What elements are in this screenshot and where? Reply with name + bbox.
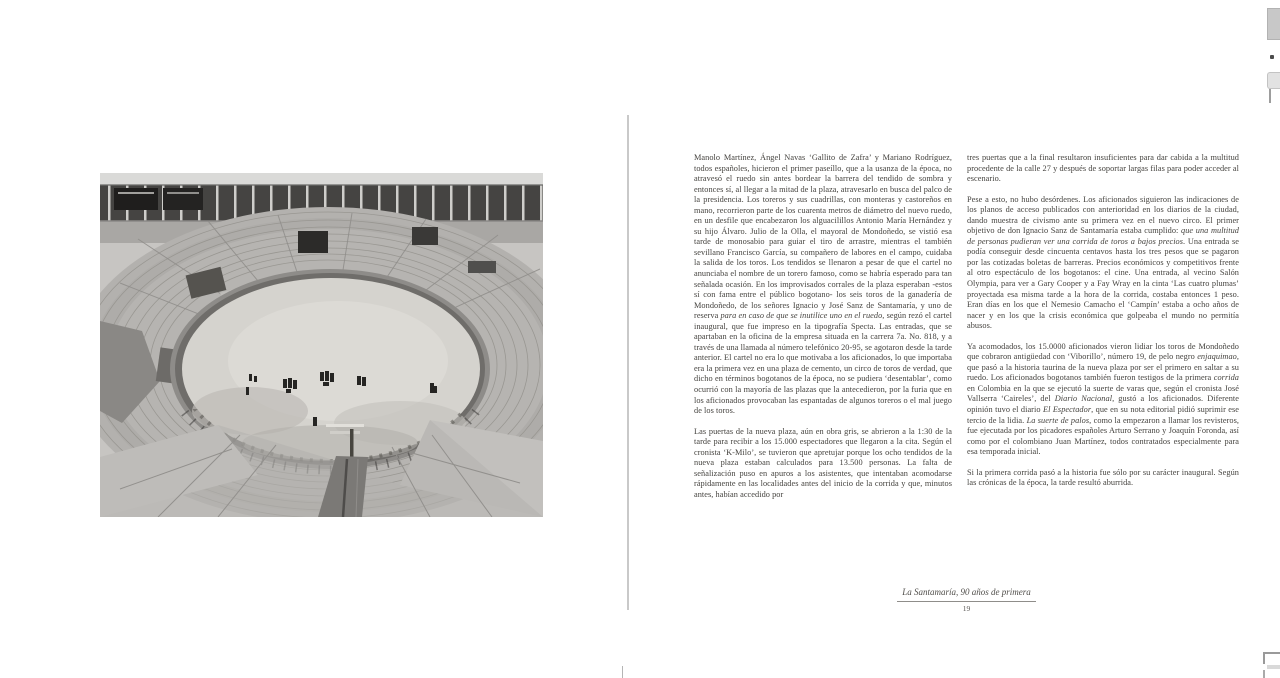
bullring-photo-art	[100, 173, 543, 517]
text-column-2	[967, 153, 1239, 499]
footer-rule	[897, 582, 1036, 602]
page-footer	[694, 582, 1239, 613]
paragraph: Pese a esto, no hubo desórdenes. Los aficionados siguieron las indicaciones de los planos de acceso publicados con anterioridad en los diarios de la ciudad, dando muestra de civismo ante su primera vez en el nuevo circo. El primer objetivo de don Ignacio Sanz de Santamaría estaba cumplido: que una multitud de personas pudieran ver una corrida de toros a bajos precios. Una entrada se podía conseguir desde cincuenta centavos hasta los tres pesos que se pagaron por las cotizadas boletas de barreras. Precios económicos y competitivos frente al otro espectáculo de los bogotanos: el cine. Una entrada, al vecino Salón Olympia, para ver a Gary Cooper y a Fay Wray en la cinta ‘Las cuatro plumas’ proyectada esa misma tarde a la hora de la corrida, costaba entonces 1 peso. Eran días en los que el Nemesio Camacho el ‘Campín’ estaba a ocho años de nacer y en los que la crisis económica que golpeaba el mundo no permitía abusos.	[967, 194, 1240, 331]
bullring-photo	[100, 173, 543, 517]
corner-widget	[1263, 652, 1280, 678]
page-number: 19	[962, 604, 971, 613]
scrollbar-thumb[interactable]	[1267, 8, 1280, 40]
paragraph: Ya acomodados, los 15.0000 aficionados vieron lidiar los toros de Mondoñedo que cobraron antigüedad con ‘Viborillo’, número 19, de pelo negro enjaquimao, que pasó a la historia taurina de la nueva plaza por ser el primero en saltar a su ruedo. Los aficionados bogotanos también fueron testigos de la primera corrida en Colombia en la que se ejecutó la suerte de varas que, según el cronista José Vallserra ‘Caireles’, del Diario Nacional, gustó a los aficionados. Diferente opinión tuvo el diario El Espectador, que en su nota editorial pidió suprimir ese tercio de la lidia. La suerte de palos, como la empezaron a llamar los revisteros, fue ejecutada por los picadores españoles Arturo Serrano y Joaquín Foronda, así como por el colombiano Juan Martínez, todos contratados especialmente para esa temporada inicial.	[967, 341, 1240, 457]
edge-widget-line	[1269, 89, 1271, 103]
paragraph: Las puertas de la nueva plaza, aún en obra gris, se abrieron a la 1:30 de la tarde para recibir a los 15.000 espectadores que llegaron a la cita. Según el cronista ‘K-Milo’, se tuvieron que apretujar porque los ocho tendidos de la nueva plaza estaban calculados para 13.500 personas. La falta de señalización puso en apuros a los asistentes, que intentaban acomodarse rápidamente en las localidades antes del inicio de la corrida y que, minutos antes, habían accedido por	[694, 426, 952, 499]
text-column-1	[694, 153, 952, 511]
paragraph: Si la primera corrida pasó a la historia fue sólo por su carácter inaugural. Según las crónicas de la época, la tarde resultó aburrida.	[967, 467, 1239, 488]
running-title: La Santamaría, 90 años de primera	[902, 587, 1031, 597]
paragraph: Manolo Martínez, Ángel Navas ‘Gallito de Zafra’ y Mariano Rodríguez, todos españoles, hicieron el primer paseíllo, que a la usanza de la época, no atravesó el ruedo sin antes bordear la barrera del tendido de sombra y entonces sí, al llegar a la mitad de la plaza, atravesarlo en busca del palco de la presidencia. Los toreros y sus cuadrillas, con monteras y castoreños en mano, recorrieron parte de los cuarenta metros de diámetro del nuevo ruedo, en un desfile que encabezaron los alguacilillos Antonio María Hernández y su hijo Álvaro. Julio de la Olla, el mayoral de Mondoñedo, se vistió esa tarde de monosabio para guiar el tiro de arrastre, mientras el también sevillano Francisco García, su compañero de labores en el campo, cuidaba la salida de los toros. Los tendidos se llenaron a pesar de que el cartel no anunciaba el nombre de un torero famoso, como se habría esperado para tan señalada ocasión. En los improvisados corrales de la plaza esperaban -estos sí con fama entre el público bogotano- los seis toros de la ganadería de Mondoñedo, de los señores Ignacio y José Sanz de Santamaría, y uno de reserva para en caso de que se inutilice uno en el ruedo, según rezó el cartel inaugural, que fue impreso en la tipografía Specta. Las entradas, que se apartaban en la oficina de la empresa situada en la carrera 7a. No. 818, y a través de una llamada al número telefónico 20-95, se agotaron desde la tarde anterior. El cartel no era lo que motivaba a los aficionados, lo que importaba era la primera vez en una plaza de cemento, un circo de toros de verdad, que dicho en términos bogotanos de la época, no se pudiera ‘desentablar’, como ocurrió con la mayoría de las plazas que la antecedieron, por la furia que en los aficionados provocaban las espantadas de algunos toreros o el mal juego de los toros.	[694, 153, 952, 416]
gutter-bottom-tick	[622, 666, 623, 678]
paragraph: tres puertas que a la final resultaron insuficientes para dar cabida a la multitud procedente de la calle 27 y después de soportar largas filas para poder acceder al escenario.	[967, 153, 1239, 184]
edge-widget[interactable]	[1267, 72, 1280, 89]
scroll-marker-dot	[1270, 55, 1274, 59]
page-divider	[627, 115, 629, 610]
